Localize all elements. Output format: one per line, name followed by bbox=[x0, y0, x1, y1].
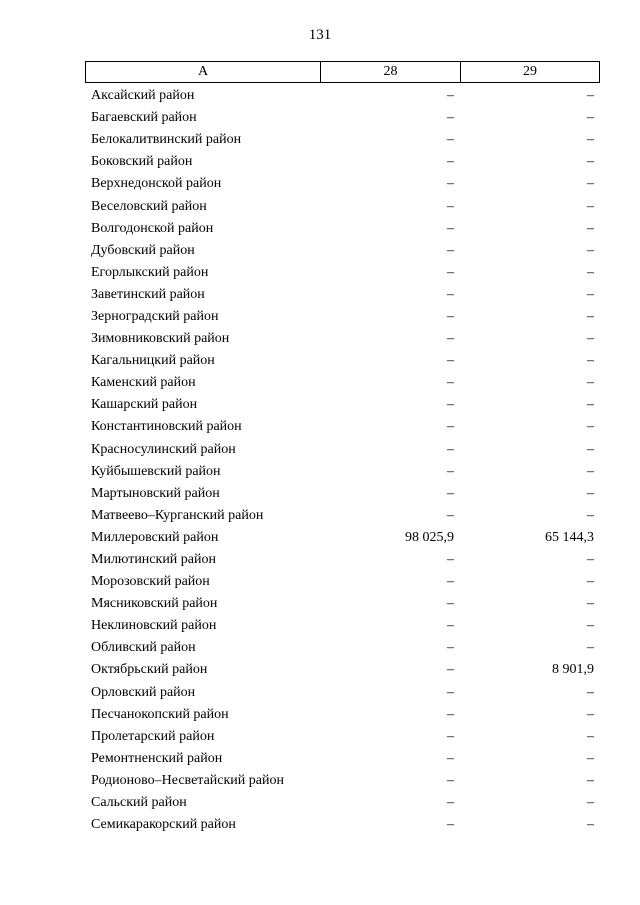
value-col-29: – bbox=[587, 375, 594, 391]
district-name: Милютинский район bbox=[91, 552, 217, 568]
district-name: Родионово–Несветайский район bbox=[91, 772, 284, 788]
value-col-29: – bbox=[587, 618, 594, 634]
value-col-28: – bbox=[447, 772, 454, 788]
value-col-29: – bbox=[587, 640, 594, 656]
table-row bbox=[85, 284, 600, 306]
district-name: Кагальницкий район bbox=[91, 353, 215, 369]
district-name: Заветинский район bbox=[91, 286, 205, 302]
value-col-29: – bbox=[587, 198, 594, 214]
table-row bbox=[85, 770, 600, 792]
value-col-29: – bbox=[587, 596, 594, 612]
table-row bbox=[85, 549, 600, 571]
value-col-29: – bbox=[587, 397, 594, 413]
value-col-28: – bbox=[447, 286, 454, 302]
table-row bbox=[85, 129, 600, 151]
value-col-29: 8 901,9 bbox=[552, 662, 594, 678]
value-col-29: – bbox=[587, 286, 594, 302]
value-col-29: – bbox=[587, 441, 594, 457]
table-row bbox=[85, 527, 600, 549]
value-col-28: – bbox=[447, 154, 454, 170]
table-row bbox=[85, 461, 600, 483]
value-col-28: – bbox=[447, 706, 454, 722]
district-name: Мартыновский район bbox=[91, 485, 220, 501]
district-name: Куйбышевский район bbox=[91, 463, 221, 479]
table-row bbox=[85, 328, 600, 350]
value-col-29: – bbox=[587, 728, 594, 744]
district-name: Красносулинский район bbox=[91, 441, 236, 457]
district-name: Волгодонской район bbox=[91, 220, 214, 236]
value-col-29: – bbox=[587, 795, 594, 811]
district-name: Обливский район bbox=[91, 640, 196, 656]
value-col-29: – bbox=[587, 264, 594, 280]
district-name: Семикаракорский район bbox=[91, 817, 236, 833]
table-row bbox=[85, 240, 600, 262]
table-row bbox=[85, 394, 600, 416]
value-col-29: 65 144,3 bbox=[545, 529, 594, 545]
district-name: Октябрьский район bbox=[91, 662, 208, 678]
district-name: Матвеево–Курганский район bbox=[91, 507, 264, 523]
value-col-29: – bbox=[587, 817, 594, 833]
table-row bbox=[85, 350, 600, 372]
value-col-28: – bbox=[447, 198, 454, 214]
value-col-28: 98 025,9 bbox=[405, 529, 454, 545]
value-col-28: – bbox=[447, 441, 454, 457]
table-row bbox=[85, 615, 600, 637]
value-col-28: – bbox=[447, 684, 454, 700]
value-col-29: – bbox=[587, 88, 594, 104]
district-name: Зимовниковский район bbox=[91, 331, 230, 347]
table-row bbox=[85, 659, 600, 681]
value-col-29: – bbox=[587, 220, 594, 236]
value-col-29: – bbox=[587, 507, 594, 523]
value-col-28: – bbox=[447, 507, 454, 523]
district-name: Мясниковский район bbox=[91, 596, 218, 612]
column-header-a: А bbox=[86, 62, 321, 82]
value-col-28: – bbox=[447, 419, 454, 435]
value-col-28: – bbox=[447, 485, 454, 501]
value-col-29: – bbox=[587, 132, 594, 148]
value-col-29: – bbox=[587, 574, 594, 590]
district-name: Морозовский район bbox=[91, 574, 210, 590]
value-col-28: – bbox=[447, 110, 454, 126]
table-row bbox=[85, 372, 600, 394]
district-name: Багаевский район bbox=[91, 110, 197, 126]
table-row bbox=[85, 704, 600, 726]
value-col-28: – bbox=[447, 220, 454, 236]
value-col-29: – bbox=[587, 353, 594, 369]
table-row bbox=[85, 306, 600, 328]
table-row bbox=[85, 151, 600, 173]
value-col-28: – bbox=[447, 596, 454, 612]
value-col-28: – bbox=[447, 264, 454, 280]
value-col-29: – bbox=[587, 463, 594, 479]
value-col-28: – bbox=[447, 662, 454, 678]
district-name: Веселовский район bbox=[91, 198, 207, 214]
table-row bbox=[85, 593, 600, 615]
column-header-29: 29 bbox=[523, 64, 537, 79]
value-col-28: – bbox=[447, 176, 454, 192]
district-name: Егорлыкский район bbox=[91, 264, 209, 280]
district-name: Песчанокопский район bbox=[91, 706, 229, 722]
value-col-28: – bbox=[447, 817, 454, 833]
column-header-28: 28 bbox=[321, 62, 461, 82]
table-row bbox=[85, 218, 600, 240]
district-name: Неклиновский район bbox=[91, 618, 217, 634]
table-row bbox=[85, 814, 600, 836]
value-col-28: – bbox=[447, 375, 454, 391]
value-col-28: – bbox=[447, 397, 454, 413]
value-col-29: – bbox=[587, 485, 594, 501]
table-row bbox=[85, 637, 600, 659]
district-name: Сальский район bbox=[91, 795, 187, 811]
table-row bbox=[85, 439, 600, 461]
table-row bbox=[85, 571, 600, 593]
value-col-29: – bbox=[587, 750, 594, 766]
page-number: 131 bbox=[308, 27, 332, 43]
table-row bbox=[85, 173, 600, 195]
value-col-28: – bbox=[447, 618, 454, 634]
value-col-28: – bbox=[447, 242, 454, 258]
district-name: Верхнедонской район bbox=[91, 176, 222, 192]
value-col-29: – bbox=[587, 772, 594, 788]
value-col-29: – bbox=[587, 242, 594, 258]
value-col-29: – bbox=[587, 331, 594, 347]
table-row bbox=[85, 416, 600, 438]
district-name: Пролетарский район bbox=[91, 728, 215, 744]
value-col-29: – bbox=[587, 552, 594, 568]
value-col-29: – bbox=[587, 110, 594, 126]
district-name: Каменский район bbox=[91, 375, 196, 391]
table-row bbox=[85, 682, 600, 704]
district-name: Дубовский район bbox=[91, 242, 195, 258]
value-col-28: – bbox=[447, 574, 454, 590]
value-col-28: – bbox=[447, 728, 454, 744]
value-col-28: – bbox=[447, 795, 454, 811]
district-name: Ремонтненский район bbox=[91, 750, 223, 766]
district-name: Зерноградский район bbox=[91, 308, 219, 324]
value-col-29: – bbox=[587, 706, 594, 722]
value-col-28: – bbox=[447, 463, 454, 479]
district-name: Миллеровский район bbox=[91, 529, 219, 545]
table-row bbox=[85, 792, 600, 814]
value-col-29: – bbox=[587, 176, 594, 192]
table-row bbox=[85, 85, 600, 107]
table-header bbox=[85, 61, 600, 83]
table-body bbox=[85, 85, 600, 836]
value-col-29: – bbox=[587, 684, 594, 700]
district-name: Белокалитвинский район bbox=[91, 132, 242, 148]
table-row bbox=[85, 262, 600, 284]
table-row bbox=[85, 107, 600, 129]
district-name: Аксайский район bbox=[91, 88, 195, 104]
value-col-28: – bbox=[447, 308, 454, 324]
value-col-28: – bbox=[447, 353, 454, 369]
table-row bbox=[85, 726, 600, 748]
table-row bbox=[85, 195, 600, 217]
value-col-28: – bbox=[447, 640, 454, 656]
value-col-29: – bbox=[587, 308, 594, 324]
table-row bbox=[85, 748, 600, 770]
district-name: Орловский район bbox=[91, 684, 196, 700]
table-row bbox=[85, 483, 600, 505]
value-col-29: – bbox=[587, 154, 594, 170]
value-col-28: – bbox=[447, 132, 454, 148]
district-name: Боковский район bbox=[91, 154, 193, 170]
value-col-28: – bbox=[447, 552, 454, 568]
value-col-28: – bbox=[447, 750, 454, 766]
district-name: Кашарский район bbox=[91, 397, 198, 413]
value-col-28: – bbox=[447, 331, 454, 347]
value-col-29: – bbox=[587, 419, 594, 435]
table-row bbox=[85, 505, 600, 527]
value-col-28: – bbox=[447, 88, 454, 104]
district-name: Константиновский район bbox=[91, 419, 242, 435]
